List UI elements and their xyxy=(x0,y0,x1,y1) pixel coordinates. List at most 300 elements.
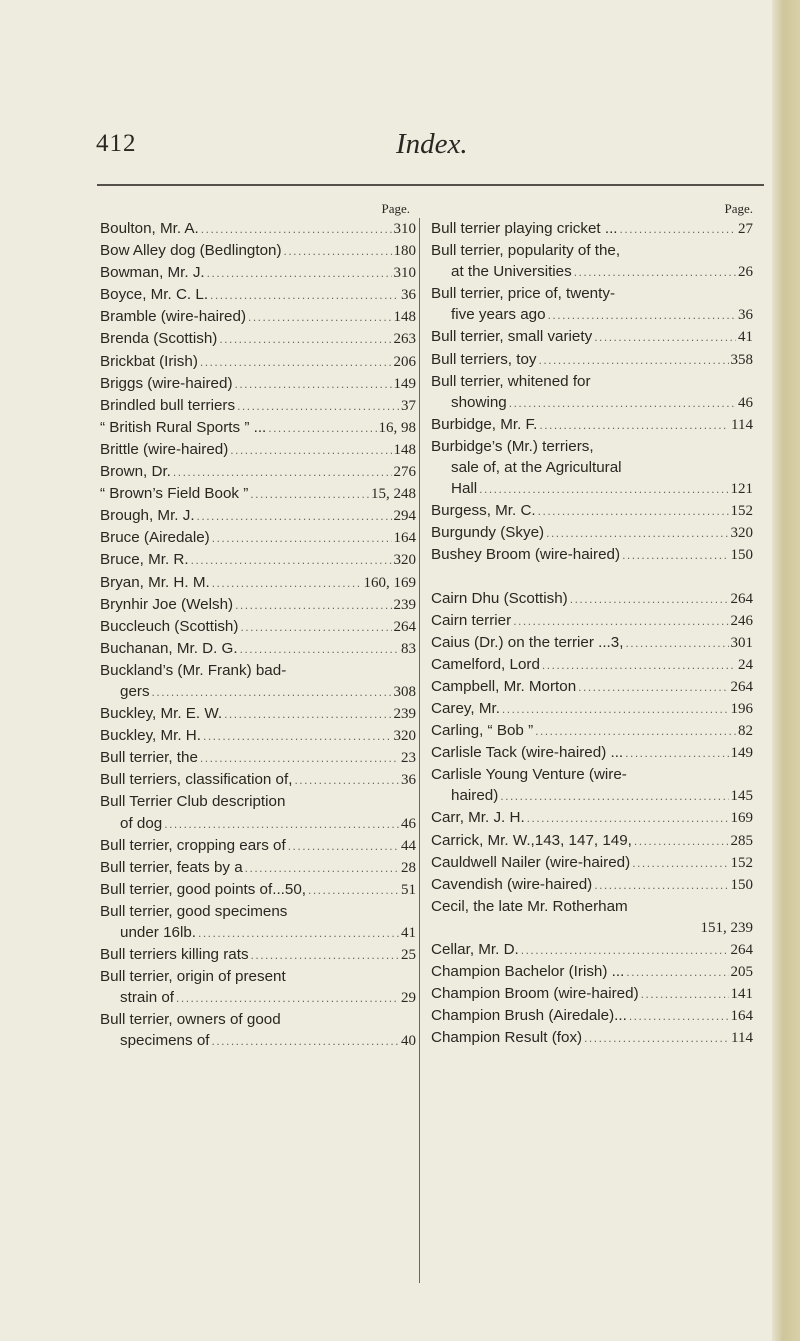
leader-dots xyxy=(308,880,399,901)
index-entry-label: Burgess, Mr. C. xyxy=(431,502,536,520)
index-entry-label: Caius (Dr.) on the terrier ...3, xyxy=(431,633,624,651)
index-entry-line xyxy=(100,594,416,616)
index-entry-label: Boulton, Mr. A. xyxy=(100,220,199,237)
index-entry xyxy=(431,283,753,326)
leader-dots xyxy=(527,808,729,829)
index-entry-label: Bull terrier, price of, twenty- xyxy=(431,285,615,303)
index-entry xyxy=(431,742,753,764)
index-entry xyxy=(431,1027,753,1049)
index-entry-line xyxy=(431,522,753,544)
index-entry xyxy=(100,461,416,483)
leader-dots xyxy=(535,721,736,742)
index-entry-line xyxy=(431,392,753,414)
index-page-ref: 150 xyxy=(730,876,753,893)
index-entry-label: Carlisle Tack (wire-haired) ... xyxy=(431,744,624,762)
index-page-ref: 310 xyxy=(393,221,416,237)
leader-dots xyxy=(578,677,728,698)
index-page-ref: 320 xyxy=(393,552,416,569)
column-divider xyxy=(419,218,420,1283)
index-entry-label: Bull terrier, popularity of the, xyxy=(431,242,621,260)
index-entry xyxy=(100,747,416,769)
index-entry xyxy=(100,306,416,328)
index-page-ref: 51 xyxy=(401,881,416,898)
leader-dots xyxy=(230,440,391,461)
index-entry xyxy=(431,698,753,720)
index-entry xyxy=(431,654,753,676)
index-page-ref: 36 xyxy=(738,307,753,324)
index-entry xyxy=(431,500,753,522)
leader-dots xyxy=(200,352,392,373)
index-entry xyxy=(100,944,416,966)
index-entry-line xyxy=(100,395,416,417)
leader-dots xyxy=(235,374,392,395)
index-entry-label: Carling, “ Bob ” xyxy=(431,722,534,740)
leader-dots xyxy=(626,962,728,983)
index-entry-label: Boyce, Mr. C. L. xyxy=(100,286,209,304)
index-entry xyxy=(100,660,416,703)
index-page-ref: 152 xyxy=(730,503,753,520)
index-entry-line xyxy=(431,218,753,240)
index-page-ref: 164 xyxy=(730,1008,753,1025)
index-entry xyxy=(431,544,753,566)
index-entry-line xyxy=(431,917,753,939)
index-entry-line xyxy=(100,987,416,1009)
index-entry xyxy=(100,483,416,505)
index-entry-line xyxy=(431,654,753,676)
index-entry-label: Brickbat (Irish) xyxy=(100,352,198,370)
index-entry-line xyxy=(431,414,753,436)
index-entry-label: Carrick, Mr. W.,143, 147, 149, xyxy=(431,831,632,849)
index-page-ref: 263 xyxy=(393,331,416,348)
index-entry-label: Burbidge, Mr. F. xyxy=(431,415,538,433)
index-entry-line xyxy=(431,939,753,961)
index-entry-label: Bull terrier, owners of good xyxy=(100,1011,281,1029)
index-entry-label: Champion Result (fox) xyxy=(431,1029,583,1047)
header-rule xyxy=(97,184,764,186)
index-page-ref: 15, 248 xyxy=(371,486,416,503)
leader-dots xyxy=(164,814,399,835)
index-entry-label: Buckland’s (Mr. Frank) bad- xyxy=(100,661,287,679)
index-entry-label: Cairn terrier xyxy=(431,611,512,629)
index-page-ref: 294 xyxy=(393,508,416,525)
leader-dots xyxy=(629,1006,729,1027)
index-entry-label: Campbell, Mr. Morton xyxy=(431,677,577,695)
index-entry-label: Brenda (Scottish) xyxy=(100,330,218,348)
column-page-heading: Page. xyxy=(724,201,753,216)
index-entry-label: under 16lb. xyxy=(120,924,196,941)
leader-dots xyxy=(248,307,391,328)
index-entry-line xyxy=(100,879,416,901)
index-entry-line xyxy=(100,1030,416,1052)
index-entry-label: Champion Brush (Airedale)... xyxy=(431,1007,627,1025)
index-entry-label: Bow Alley dog (Bedlington) xyxy=(100,242,282,260)
index-entry-line xyxy=(100,439,416,461)
leader-dots xyxy=(250,484,369,505)
leader-dots xyxy=(240,639,399,660)
index-entry-line xyxy=(100,417,416,439)
index-entry-line xyxy=(431,896,753,917)
index-entry-label: Bruce, Mr. R. xyxy=(100,551,189,569)
index-entry-label: Buckley, Mr. H. xyxy=(100,727,201,745)
index-entry xyxy=(100,703,416,725)
index-entry-line xyxy=(100,769,416,791)
index-page-ref: 114 xyxy=(731,416,753,433)
index-entry-label: Brough, Mr. J. xyxy=(100,507,195,525)
index-entry-line xyxy=(431,698,753,720)
index-entry xyxy=(100,218,416,240)
leader-dots xyxy=(198,923,399,944)
index-page-ref: 40 xyxy=(401,1033,416,1050)
index-entry-line xyxy=(100,901,416,922)
index-page-ref: 150 xyxy=(730,547,753,564)
index-entry-label: Bull terrier, origin of present xyxy=(100,968,286,986)
index-entry xyxy=(100,616,416,638)
index-entry-label: “ British Rural Sports ” ... xyxy=(100,418,267,436)
index-entry xyxy=(431,436,753,500)
index-entry xyxy=(431,588,753,610)
index-entry-label: strain of xyxy=(120,989,175,1007)
index-entry xyxy=(100,505,416,527)
index-page-ref: 121 xyxy=(730,481,753,498)
index-entry-line xyxy=(431,500,753,522)
index-entry-label: Buchanan, Mr. D. G. xyxy=(100,639,238,657)
index-page-ref: 44 xyxy=(401,837,416,854)
index-entry xyxy=(431,414,753,436)
index-entry xyxy=(100,791,416,834)
leader-dots xyxy=(200,748,399,769)
index-page-ref: 160, 169 xyxy=(363,574,416,591)
index-entry-label: of dog xyxy=(120,814,163,832)
index-entry-label: five years ago xyxy=(451,306,546,324)
index-entry-label: Cairn Dhu (Scottish) xyxy=(431,589,568,607)
index-entry-label: Bull terrier, cropping ears of xyxy=(100,836,286,854)
index-entry-label: Bull terrier, whitened for xyxy=(431,372,591,390)
leader-dots xyxy=(207,263,392,284)
index-entry xyxy=(431,632,753,654)
leader-dots xyxy=(176,988,399,1009)
index-entry-label: Hall xyxy=(451,480,478,498)
index-entry-line xyxy=(100,572,416,594)
index-entry xyxy=(431,807,753,829)
leader-dots xyxy=(479,479,728,500)
index-entry-line xyxy=(100,857,416,879)
index-entry xyxy=(431,896,753,939)
leader-dots xyxy=(284,241,392,262)
index-page-ref: 46 xyxy=(738,394,753,411)
index-page-ref: 308 xyxy=(393,683,416,700)
index-entry-line xyxy=(431,676,753,698)
leader-dots xyxy=(513,611,728,632)
index-entry-label: Burbidge’s (Mr.) terriers, xyxy=(431,437,594,455)
index-page-ref: 169 xyxy=(730,810,753,827)
leader-dots xyxy=(570,589,729,610)
index-entry-line xyxy=(431,261,753,283)
leader-dots xyxy=(219,329,391,350)
index-entry xyxy=(431,852,753,874)
index-entry-line xyxy=(100,262,416,284)
leader-dots xyxy=(634,831,729,852)
index-entry xyxy=(431,830,753,852)
index-entry-line xyxy=(100,616,416,638)
index-entry xyxy=(100,857,416,879)
index-entry-label: Cellar, Mr. D. xyxy=(431,941,519,958)
index-entry xyxy=(100,262,416,284)
index-page-ref: 26 xyxy=(738,264,753,281)
index-page-ref: 205 xyxy=(730,964,753,981)
page-number: 412 xyxy=(96,130,137,157)
index-entry xyxy=(431,764,753,807)
index-entry-label: Cauldwell Nailer (wire-haired) xyxy=(431,853,631,871)
index-page-ref: 264 xyxy=(730,678,753,695)
index-page-ref: 114 xyxy=(731,1030,753,1047)
index-entry-line xyxy=(431,961,753,983)
index-entry-label: Carey, Mr. xyxy=(431,699,500,717)
index-page-ref: 264 xyxy=(730,942,753,958)
index-page-ref: 24 xyxy=(738,656,753,673)
index-entry-line xyxy=(100,660,416,681)
index-entry-line xyxy=(431,830,753,852)
index-entry-line xyxy=(100,461,416,483)
leader-dots xyxy=(542,655,736,676)
index-page-ref: 164 xyxy=(393,530,416,547)
index-entry xyxy=(100,594,416,616)
index-page-ref: 41 xyxy=(401,925,416,941)
index-entry-line xyxy=(100,813,416,835)
index-page-ref: 276 xyxy=(393,464,416,481)
index-entry-label: “ Brown’s Field Book ” xyxy=(100,485,249,503)
leader-dots xyxy=(538,501,729,522)
index-entry-label: Camelford, Lord xyxy=(431,655,540,673)
index-page-ref: 264 xyxy=(393,618,416,635)
index-entry-label: Brynhir Joe (Welsh) xyxy=(100,595,234,613)
index-page-ref: 320 xyxy=(393,728,416,745)
index-page-ref: 239 xyxy=(393,596,416,613)
index-entry-label: Bull terrier, the xyxy=(100,749,198,767)
index-entry-line xyxy=(100,527,416,549)
index-entry-line xyxy=(431,544,753,566)
index-entry-line xyxy=(431,1027,753,1049)
index-entry-line xyxy=(100,373,416,395)
index-entry-line xyxy=(431,807,753,829)
leader-dots xyxy=(224,704,391,725)
index-page-ref: 29 xyxy=(401,990,416,1007)
index-entry-label: Burgundy (Skye) xyxy=(431,524,545,542)
index-entry-label: Bruce (Airedale) xyxy=(100,529,210,547)
index-entry xyxy=(431,522,753,544)
index-entry xyxy=(100,638,416,660)
index-page-ref: 23 xyxy=(401,750,416,767)
index-entry-line xyxy=(431,349,753,371)
index-entry-line xyxy=(100,549,416,571)
leader-dots xyxy=(288,836,399,857)
index-entry-line xyxy=(431,240,753,261)
index-entry-line xyxy=(431,304,753,326)
index-page-ref: 83 xyxy=(401,640,416,657)
index-entry xyxy=(431,874,753,896)
index-entry-line xyxy=(100,703,416,725)
index-entry-line xyxy=(100,505,416,527)
index-entry xyxy=(100,769,416,791)
index-entry-label: Bull terriers, toy xyxy=(431,350,537,368)
index-entry-label: Bull terriers killing rats xyxy=(100,946,249,964)
index-entry-label: Bryan, Mr. H. M. xyxy=(100,573,210,591)
leader-dots xyxy=(509,393,736,414)
index-entry-line xyxy=(431,588,753,610)
index-entry-line xyxy=(100,966,416,987)
index-entry-line xyxy=(431,785,753,807)
leader-dots xyxy=(584,1028,729,1049)
leader-dots xyxy=(632,853,728,874)
index-page-ref: 301 xyxy=(730,634,753,651)
index-entry-line xyxy=(100,791,416,812)
index-page-ref: 82 xyxy=(738,723,753,740)
leader-dots xyxy=(625,633,728,654)
index-entry-label: Brittle (wire-haired) xyxy=(100,440,229,458)
leader-dots xyxy=(548,305,736,326)
leader-dots xyxy=(240,617,391,638)
index-entry xyxy=(431,961,753,983)
leader-dots xyxy=(594,875,728,896)
index-entry xyxy=(100,395,416,417)
index-entry xyxy=(100,901,416,944)
index-entry-label: Brown, Dr. xyxy=(100,463,171,481)
leader-dots xyxy=(539,415,729,436)
index-entry-label: Brindled bull terriers xyxy=(100,396,236,414)
index-entry-line xyxy=(431,478,753,500)
index-page-ref: 149 xyxy=(393,375,416,392)
leader-dots xyxy=(539,350,729,371)
index-page-ref: 25 xyxy=(401,947,416,964)
index-page-ref: 310 xyxy=(393,265,416,282)
leader-dots xyxy=(622,545,728,566)
leader-dots xyxy=(203,726,392,747)
index-entry-line xyxy=(431,436,753,457)
index-entry-label: Champion Broom (wire-haired) xyxy=(431,985,639,1003)
index-entry-line xyxy=(431,610,753,632)
index-entry-line xyxy=(100,306,416,328)
index-entry-line xyxy=(100,638,416,660)
leader-dots xyxy=(502,699,729,720)
index-entry-label: Bull terrier playing cricket ... xyxy=(431,220,618,237)
leader-dots xyxy=(212,528,392,549)
leader-dots xyxy=(212,573,362,594)
leader-dots xyxy=(235,595,391,616)
leader-dots xyxy=(237,396,399,417)
index-entry-line xyxy=(100,725,416,747)
leader-dots xyxy=(294,770,399,791)
letter-gap xyxy=(431,567,753,588)
index-entry-list xyxy=(431,218,753,1049)
index-entry-line xyxy=(431,983,753,1005)
index-entry xyxy=(431,610,753,632)
index-entry-label: Cecil, the late Mr. Rotherham xyxy=(431,897,628,915)
index-entry-label: Bull terriers, classification of, xyxy=(100,771,293,789)
index-entry-label: showing xyxy=(451,393,507,411)
index-page-ref: 37 xyxy=(401,397,416,414)
index-entry-label: Buckley, Mr. E. W. xyxy=(100,705,223,723)
index-entry-line xyxy=(100,1009,416,1030)
index-entry-line xyxy=(431,742,753,764)
index-page-ref: 152 xyxy=(730,854,753,871)
index-page-ref: 180 xyxy=(393,243,416,260)
index-page-ref: 27 xyxy=(738,221,753,237)
leader-dots xyxy=(546,523,728,544)
index-page-ref: 28 xyxy=(401,859,416,876)
leader-dots xyxy=(641,984,729,1005)
index-page-ref: 239 xyxy=(393,706,416,723)
index-entry xyxy=(100,240,416,262)
leader-dots xyxy=(152,682,392,703)
leader-dots xyxy=(173,462,392,483)
index-page-ref: 320 xyxy=(730,525,753,542)
index-entry-line xyxy=(431,326,753,348)
leader-dots xyxy=(620,219,736,240)
column-page-heading: Page. xyxy=(381,201,410,216)
index-page-ref: 206 xyxy=(393,353,416,370)
index-entry xyxy=(100,417,416,439)
index-entry-line xyxy=(431,1005,753,1027)
index-entry xyxy=(431,720,753,742)
index-entry-label: Bowman, Mr. J. xyxy=(100,264,205,282)
index-column-left xyxy=(100,200,416,1053)
index-entry xyxy=(100,328,416,350)
index-entry-line xyxy=(100,835,416,857)
index-entry xyxy=(100,1009,416,1052)
index-entry-label: sale of, at the Agricultural xyxy=(451,459,622,477)
index-entry-line xyxy=(100,218,416,240)
index-page-ref: 149 xyxy=(730,745,753,762)
index-page-ref: 16, 98 xyxy=(378,419,416,436)
index-entry-line xyxy=(100,483,416,505)
leader-dots xyxy=(574,262,736,283)
index-column-right xyxy=(431,200,753,1049)
index-entry-label: haired) xyxy=(451,787,499,805)
leader-dots xyxy=(201,219,392,240)
index-entry-line xyxy=(431,632,753,654)
index-entry-label: Buccleuch (Scottish) xyxy=(100,617,239,635)
leader-dots xyxy=(211,1031,399,1052)
index-entry xyxy=(431,1005,753,1027)
index-entry xyxy=(431,676,753,698)
leader-dots xyxy=(268,418,376,439)
index-entry-label: Bull terrier, good points of...50, xyxy=(100,880,306,898)
index-entry-label: at the Universities xyxy=(451,263,572,281)
index-page-ref: 148 xyxy=(393,441,416,458)
page-title: Index. xyxy=(396,128,468,160)
index-entry xyxy=(100,284,416,306)
index-entry-line xyxy=(100,922,416,944)
index-page-ref: 196 xyxy=(730,700,753,717)
index-entry xyxy=(100,835,416,857)
index-entry-line xyxy=(100,944,416,966)
index-entry-line xyxy=(431,720,753,742)
index-entry-line xyxy=(100,328,416,350)
index-entry xyxy=(100,439,416,461)
index-entry-line xyxy=(100,284,416,306)
index-page-ref: 36 xyxy=(401,287,416,304)
index-entry xyxy=(431,240,753,283)
index-entry xyxy=(100,549,416,571)
index-entry xyxy=(100,725,416,747)
index-entry-label: Briggs (wire-haired) xyxy=(100,374,233,392)
leader-dots xyxy=(210,285,399,306)
index-page-ref: 151, 239 xyxy=(700,919,753,936)
index-entry-label: Bushey Broom (wire-haired) xyxy=(431,546,621,564)
leader-dots xyxy=(191,550,392,571)
index-entry-label: Bull terrier, small variety xyxy=(431,328,593,346)
index-entry xyxy=(431,939,753,961)
index-entry-line xyxy=(100,240,416,262)
